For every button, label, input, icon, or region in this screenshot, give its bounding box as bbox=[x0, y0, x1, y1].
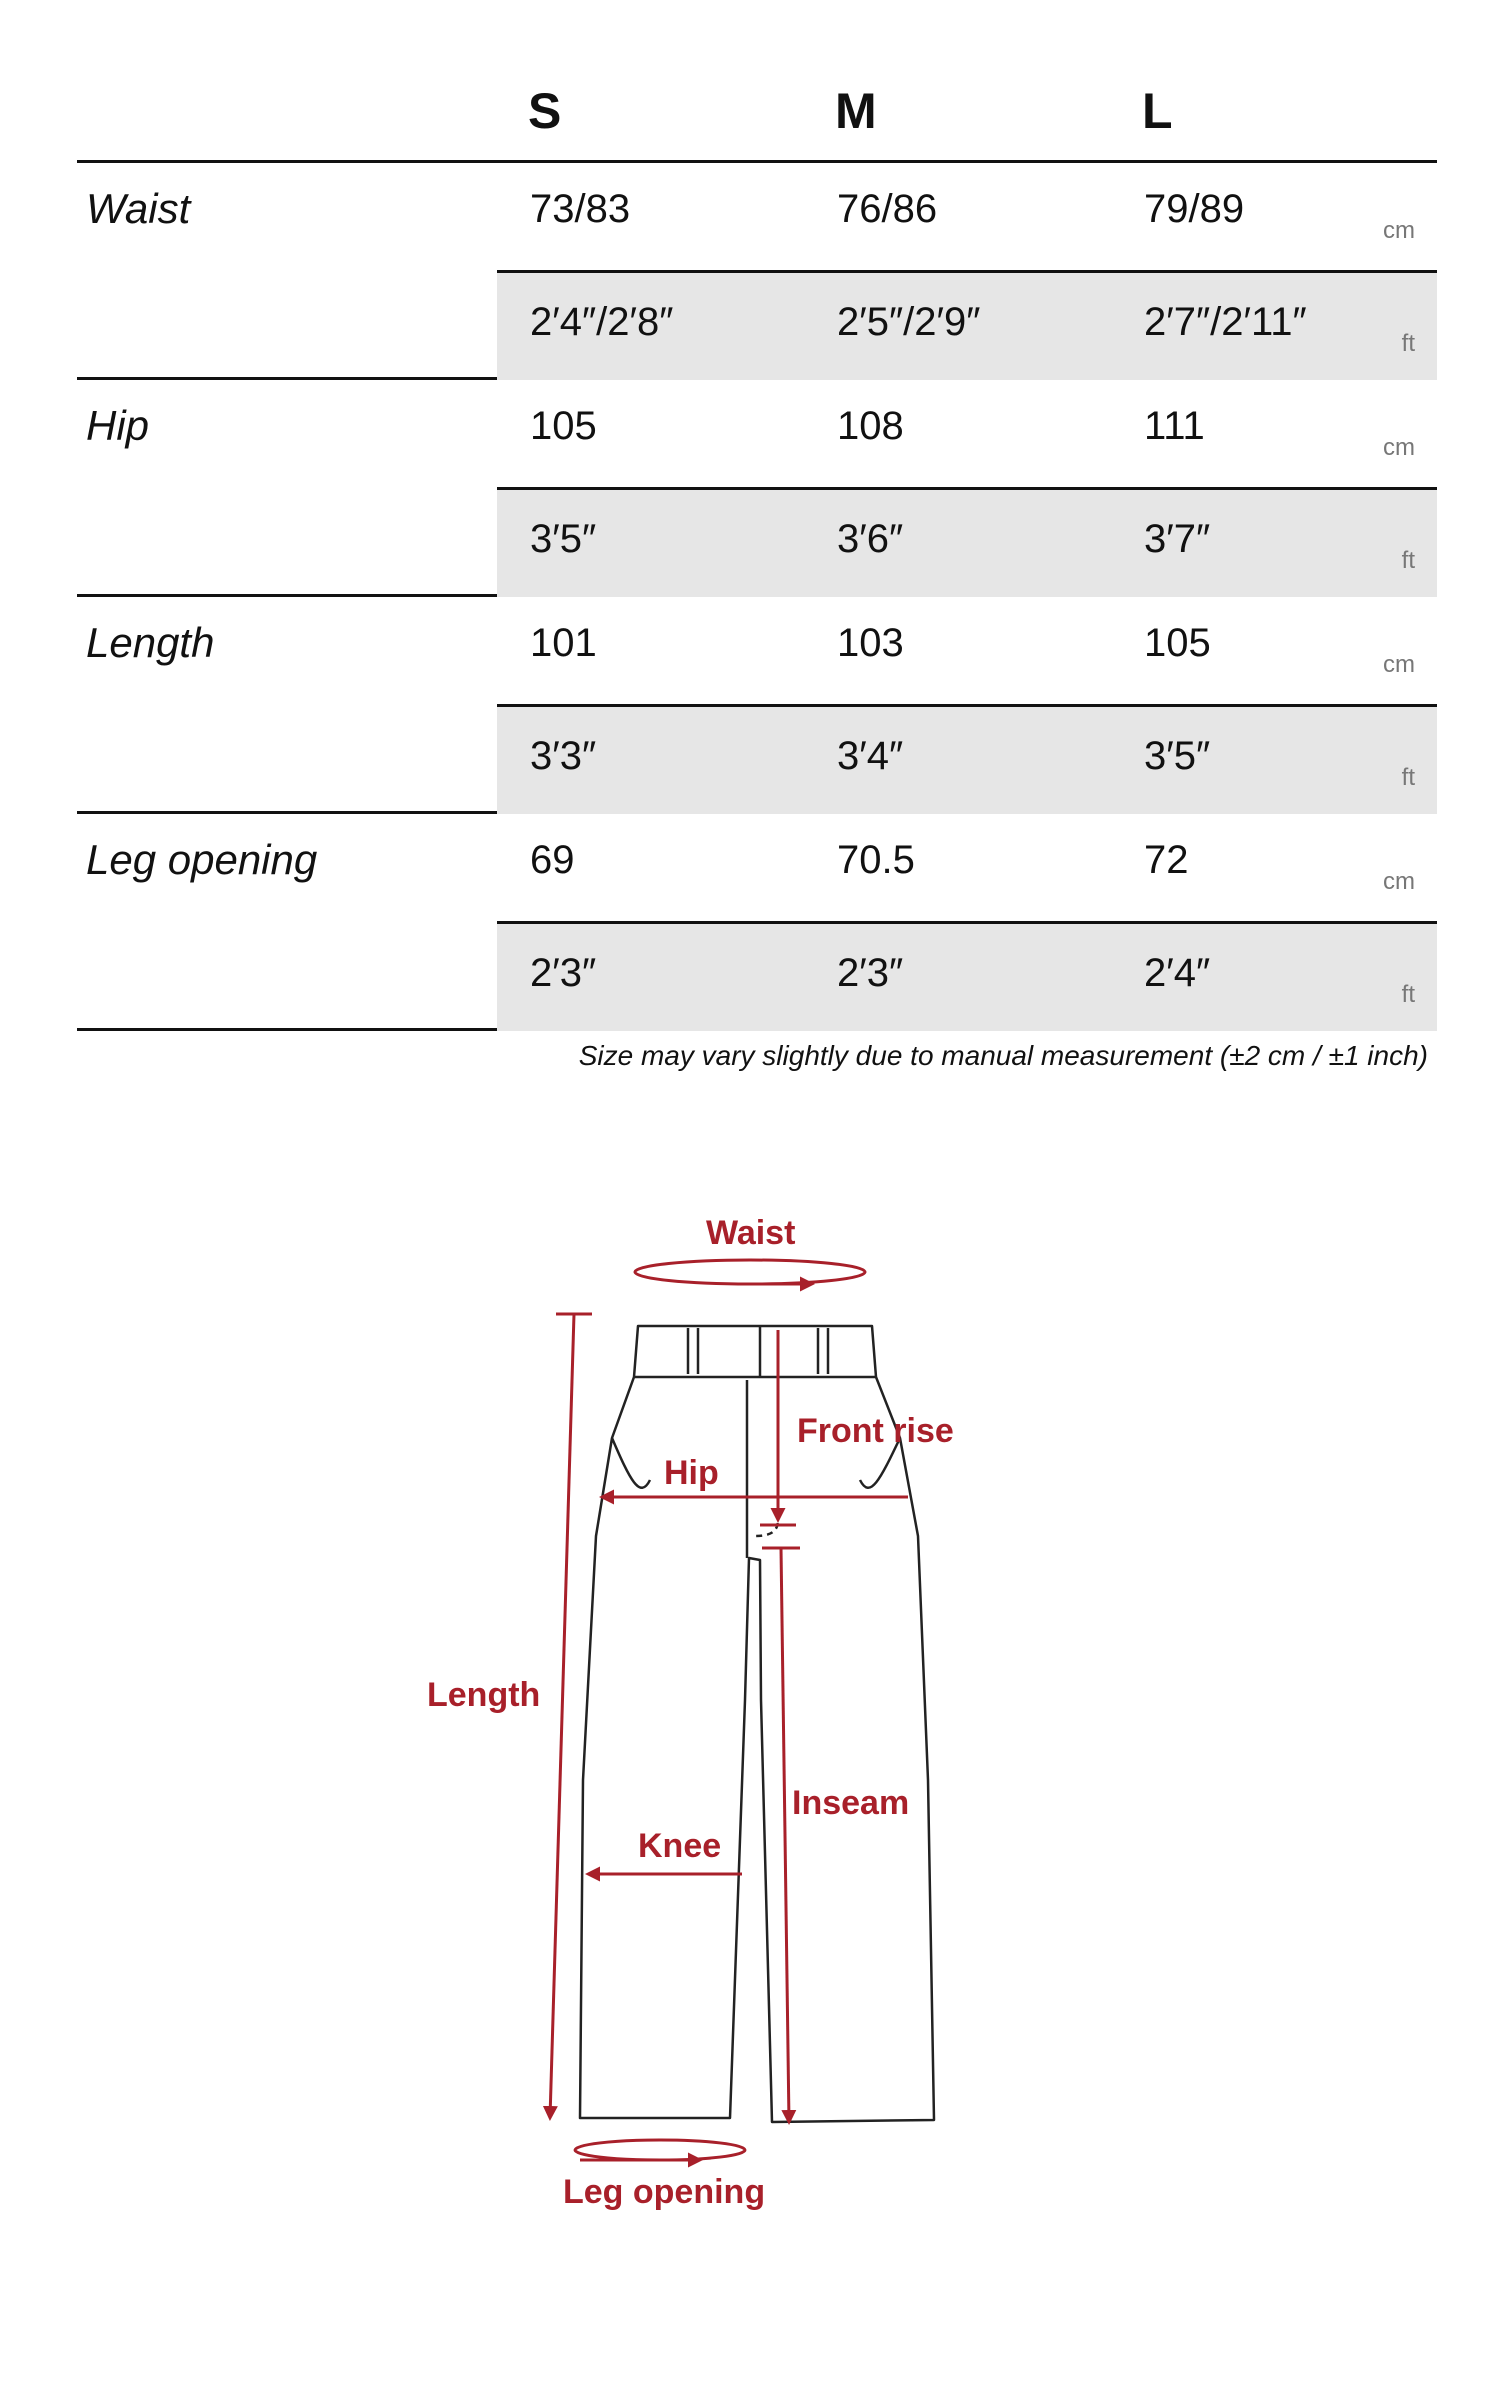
ft-row-band bbox=[497, 921, 1437, 1031]
size-header-m: M bbox=[835, 83, 877, 139]
value-cell: 3′7″ bbox=[1144, 517, 1211, 561]
knee-label: Knee bbox=[638, 1827, 722, 1865]
value-cell: 3′3″ bbox=[530, 734, 597, 778]
value-cell: 3′5″ bbox=[530, 517, 597, 561]
unit-label: ft bbox=[1401, 981, 1415, 1008]
unit-label: cm bbox=[1383, 651, 1415, 678]
value-cell: 2′4″ bbox=[1144, 951, 1211, 995]
ft-row-band bbox=[497, 487, 1437, 597]
inseam-arrow-icon bbox=[781, 1548, 789, 2122]
leg-opening-arrow-icon bbox=[575, 2140, 745, 2160]
unit-label: cm bbox=[1383, 217, 1415, 244]
value-cell: 3′5″ bbox=[1144, 734, 1211, 778]
size-header-l: L bbox=[1142, 83, 1173, 139]
value-cell: 3′4″ bbox=[837, 734, 904, 778]
value-cell: 70.5 bbox=[837, 838, 915, 882]
value-cell: 72 bbox=[1144, 838, 1189, 882]
value-cell: 2′3″ bbox=[530, 951, 597, 995]
unit-label: ft bbox=[1401, 547, 1415, 574]
measurement-diagram bbox=[0, 1180, 1500, 2280]
waist-arrow-icon bbox=[635, 1260, 865, 1284]
value-cell: 79/89 bbox=[1144, 187, 1245, 231]
size-header-row bbox=[77, 70, 1437, 163]
measure-label: Hip bbox=[86, 402, 150, 449]
ft-row bbox=[77, 921, 1437, 1025]
unit-label: ft bbox=[1401, 330, 1415, 357]
ft-row bbox=[77, 487, 1437, 591]
measure-group-leg-opening bbox=[77, 814, 1437, 1031]
cm-row bbox=[77, 163, 1437, 267]
unit-label: ft bbox=[1401, 764, 1415, 791]
measure-group-length bbox=[77, 597, 1437, 814]
inseam-label: Inseam bbox=[792, 1784, 910, 1822]
cm-row bbox=[77, 597, 1437, 701]
value-cell: 105 bbox=[1144, 621, 1211, 665]
size-header-s: S bbox=[528, 83, 562, 139]
front-rise-label: Front rise bbox=[797, 1412, 954, 1450]
value-cell: 103 bbox=[837, 621, 904, 665]
measure-group-waist bbox=[77, 163, 1437, 380]
leg-opening-label: Leg opening bbox=[563, 2173, 766, 2211]
ft-row bbox=[77, 704, 1437, 808]
ft-row-band bbox=[497, 704, 1437, 814]
hip-label: Hip bbox=[664, 1454, 719, 1492]
value-cell: 2′7″/2′11″ bbox=[1144, 300, 1307, 344]
value-cell: 73/83 bbox=[530, 187, 631, 231]
value-cell: 101 bbox=[530, 621, 597, 665]
ft-row bbox=[77, 270, 1437, 374]
value-cell: 111 bbox=[1144, 404, 1205, 448]
waist-label: Waist bbox=[706, 1214, 796, 1252]
measure-label: Leg opening bbox=[86, 836, 318, 883]
value-cell: 2′4″/2′8″ bbox=[530, 300, 674, 344]
cm-row bbox=[77, 380, 1437, 484]
value-cell: 3′6″ bbox=[837, 517, 904, 561]
measurement-note: Size may vary slightly due to manual measurement (±2 cm / ±1 inch) bbox=[578, 1040, 1428, 1071]
unit-label: cm bbox=[1383, 868, 1415, 895]
value-cell: 69 bbox=[530, 838, 575, 882]
cm-row bbox=[77, 814, 1437, 918]
value-cell: 76/86 bbox=[837, 187, 938, 231]
value-cell: 2′3″ bbox=[837, 951, 904, 995]
measure-label: Length bbox=[86, 619, 215, 666]
measure-group-hip bbox=[77, 380, 1437, 597]
value-cell: 105 bbox=[530, 404, 597, 448]
length-arrow-icon bbox=[550, 1314, 574, 2118]
value-cell: 108 bbox=[837, 404, 904, 448]
value-cell: 2′5″/2′9″ bbox=[837, 300, 981, 344]
size-table bbox=[77, 70, 1437, 1031]
unit-label: cm bbox=[1383, 434, 1415, 461]
measure-label: Waist bbox=[86, 185, 191, 232]
length-label: Length bbox=[427, 1676, 541, 1714]
